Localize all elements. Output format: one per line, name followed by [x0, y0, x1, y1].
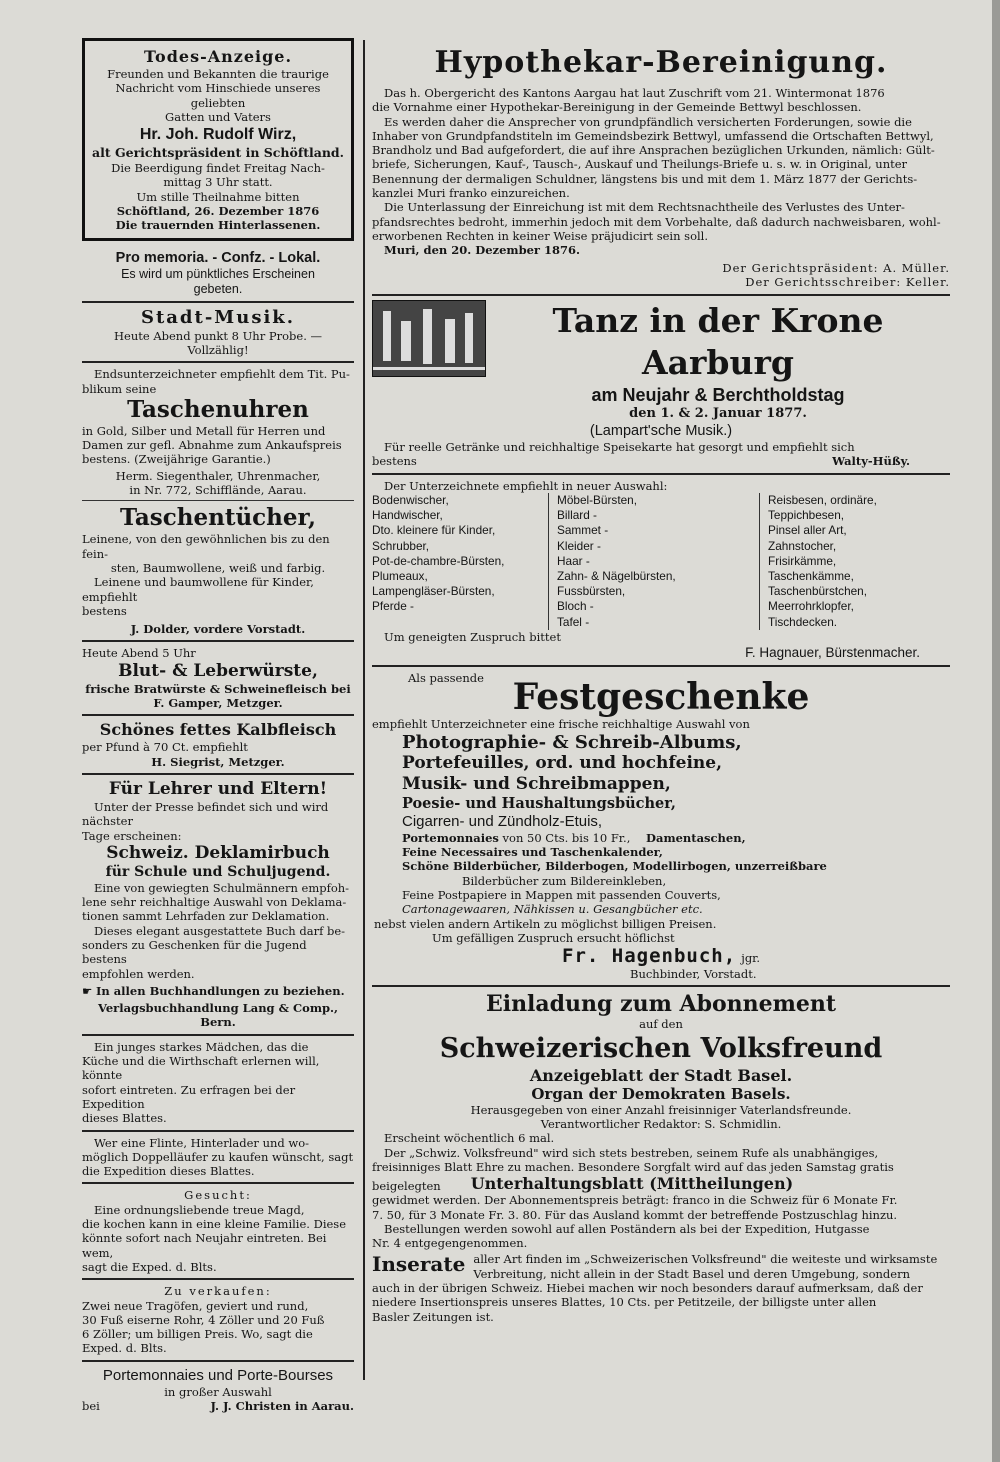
notice-line: pfandsrechtes bedroht, immerhin jedoch mit dem Vorbehalte, daß dadurch nachweisbaren, wohl-: [372, 214, 941, 229]
buersten-item: Pinsel aller Art,: [768, 523, 847, 538]
buersten-item: Schrubber,: [372, 538, 430, 553]
stadt-musik-line: Vollzählig!: [187, 342, 249, 357]
ad-line: Leinene, von den gewöhnlichen bis zu den fein-: [82, 532, 330, 561]
buersten-ad: [372, 479, 950, 661]
ad-line: sten, Baumwollene, weiß und farbig.: [110, 560, 326, 575]
abonnement-ad: [372, 991, 950, 1323]
buersten-item: Taschenbürstchen,: [768, 584, 868, 599]
pointing-hand-icon: ☛: [82, 983, 93, 998]
unterhaltungsblatt-title: Unterhaltungsblatt (Mittheilungen): [470, 1174, 794, 1194]
taschenuhren-ad: [82, 367, 354, 497]
buersten-item: Taschenkämme,: [768, 569, 854, 584]
death-notice-place: Schöftland, 26. Dezember 1876: [116, 204, 320, 219]
buersten-item: Plumeaux,: [372, 569, 428, 584]
wurst-title: Blut- & Leberwürste,: [118, 660, 318, 681]
hypothekar-notice: [372, 40, 950, 289]
publisher: Bern.: [200, 1015, 236, 1030]
lehrer-title: Für Lehrer und Eltern!: [108, 778, 328, 799]
gift-item: Feine Necessaires und Taschenkalender,: [402, 845, 663, 860]
ad-line: 6 Zöller; um billigen Preis. Wo, sagt die: [82, 1327, 313, 1342]
buersten-item: Möbel-Bürsten,: [557, 493, 637, 508]
maedchen-ad: [82, 1040, 354, 1126]
ad-line: Küche und die Wirthschaft erlernen will, könnte: [82, 1054, 320, 1083]
ad-signature: Buchbinder, Vorstadt.: [630, 967, 757, 982]
ad-line: Der „Schwiz. Volksfreund" wird sich stets bestreben, seinem Rufe als unabhängiges,: [384, 1145, 879, 1160]
tanz-title: Tanz in der Krone Aarburg: [552, 301, 884, 383]
inserate-title: Inserate: [372, 1252, 466, 1277]
pro-memoria-title: Pro memoria. - Confz. - Lokal.: [115, 249, 321, 266]
pro-memoria: [82, 250, 354, 297]
ad-signature: J. Dolder, vordere Vorstadt.: [130, 622, 306, 637]
ad-signature: F. Gamper, Metzger.: [153, 696, 283, 711]
ad-line: Herausgegeben von einer Anzahl freisinniger Vaterlandsfreunde.: [470, 1102, 852, 1117]
buersten-column: [548, 493, 759, 630]
taschentuecher-title: Taschentücher,: [119, 504, 316, 532]
ad-line: Verantwortlicher Redaktor: S. Schmidlin.: [540, 1117, 782, 1132]
gift-item: Cigarren- und Zündholz-Etuis,: [402, 812, 603, 830]
publisher: Verlagsbuchhandlung Lang & Comp.,: [97, 1001, 339, 1016]
ad-signature: jgr.: [741, 951, 761, 966]
notice-line: Die Unterlassung der Einreichung ist mit dem Rechtsnachtheile des Verlustes des Unter-: [384, 200, 905, 215]
notice-line: Das h. Obergericht des Kantons Aargau hat laut Zuschrift vom 21. Wintermonat 1876: [384, 86, 885, 100]
ad-line: Tage erscheinen:: [82, 828, 182, 843]
wurst-ad: [82, 646, 354, 710]
death-notice-title: Todes-Anzeige.: [143, 47, 293, 66]
gift-item: Photographie- & Schreib-Albums,: [402, 731, 742, 753]
ad-line: auf den: [639, 1017, 683, 1032]
gift-item: Feine Postpapiere in Mappen mit passenden Couverts,: [402, 887, 721, 902]
deceased-name: Hr. Joh. Rudolf Wirz,: [139, 126, 297, 144]
ad-line: bei: [82, 1399, 100, 1413]
tanz-music: (Lampart'sche Musik.): [589, 423, 733, 440]
tanz-line: Für reelle Getränke und reichhaltige Speisekarte hat gesorgt und empfiehlt sich: [384, 440, 855, 455]
notice-line: Es werden daher die Ansprecher von grundpfändlich versicherten Forderungen, sowie die: [384, 114, 912, 129]
newspaper-name: Schweizerischen Volksfreund: [439, 1032, 883, 1064]
divider: [82, 640, 354, 642]
ad-signature: in Nr. 772, Schifflände, Aarau.: [129, 483, 307, 498]
buersten-item: Pot-de-chambre-Bürsten,: [372, 553, 505, 568]
gift-item: von 50 Cts. bis 10 Fr.,: [502, 830, 631, 845]
divider: [372, 473, 950, 475]
ad-line: tionen sammt Lehrfaden zur Deklamation.: [82, 909, 330, 924]
ad-signature: F. Hagnauer, Bürstenmacher.: [745, 645, 920, 661]
ad-line: auch in der übrigen Schweiz. Hiebei machen wir noch besonders darauf aufmerksam, daß der: [372, 1281, 923, 1295]
buersten-item: Kleider -: [557, 538, 601, 553]
divider: [82, 1278, 354, 1280]
ad-line: Erscheint wöchentlich 6 mal.: [384, 1131, 555, 1146]
ad-signature: Fr. Hagenbuch,: [562, 945, 737, 968]
ad-line: freisinniges Blatt Ehre zu machen. Besondere Sorgfalt wird auf das jeden Samstag gratis: [372, 1159, 894, 1174]
buersten-item: Lampengläser-Bürsten,: [372, 584, 495, 599]
ad-line: in großer Auswahl: [164, 1384, 272, 1399]
divider: [82, 1130, 354, 1132]
gift-item: Cartonagewaaren, Nähkissen u. Gesangbücher etc.: [402, 902, 703, 917]
buersten-item: Tafel -: [557, 614, 590, 629]
buersten-item: Zahnstocher,: [768, 538, 837, 553]
death-notice-signature: Die trauernden Hinterlassenen.: [115, 218, 321, 233]
divider: [82, 361, 354, 363]
divider: [82, 714, 354, 716]
ad-line: Endsunterzeichneter empfiehlt dem Tit. Pu-: [94, 367, 350, 382]
buersten-item: Tischdecken.: [768, 614, 838, 629]
ad-line: gewidmet werden. Der Abonnementspreis beträgt: franco in die Schweiz für 6 Monate Fr.: [372, 1193, 898, 1208]
newspaper-subtitle: Anzeigeblatt der Stadt Basel.: [529, 1065, 793, 1085]
tanz-ad: [372, 300, 950, 469]
ad-line: bestens. (Zweijährige Garantie.): [82, 452, 271, 467]
gift-item: Poesie- und Haushaltungsbücher,: [402, 794, 676, 812]
taschentuecher-ad: [82, 504, 354, 636]
ad-line: frische Bratwürste & Schweinefleisch bei: [85, 681, 351, 696]
book-title: Schweiz. Deklamirbuch: [106, 842, 330, 863]
ad-line: Heute Abend 5 Uhr: [82, 646, 196, 661]
buersten-column: [759, 493, 948, 630]
divider: [82, 1360, 354, 1362]
ad-line: die kochen kann in eine kleine Familie. Diese: [82, 1217, 347, 1232]
notice-signature: Der Gerichtsschreiber: Keller.: [745, 274, 950, 289]
buersten-item: Fussbürsten,: [557, 584, 626, 599]
ad-line: Bestellungen werden sowohl auf allen Poständern als bei der Expedition, Hutgasse: [384, 1221, 870, 1236]
death-notice-line: Um stille Theilnahme bitten: [136, 189, 300, 204]
ad-line: Zwei neue Tragöfen, geviert und rund,: [82, 1298, 309, 1313]
tanz-line: bestens: [372, 454, 417, 469]
book-subtitle: für Schule und Schuljugend.: [105, 863, 331, 880]
ad-line: aller Art finden im „Schweizerischen Volksfreund" die weiteste und wirksamste: [473, 1252, 938, 1267]
ad-line: Ein junges starkes Mädchen, das die: [94, 1039, 309, 1054]
notice-line: die Vornahme einer Hypothekar-Bereinigung in der Gemeinde Bettwyl beschlossen.: [372, 100, 862, 115]
dance-woodcut-image: [372, 300, 486, 377]
portemonnaies-title: Portemonnaies und Porte-Bourses: [102, 1366, 334, 1384]
death-notice: [82, 38, 354, 241]
newspaper-subtitle: Organ der Demokraten Basels.: [531, 1084, 791, 1103]
notice-line: Benennung der dermaligen Schuldner, längstens bis und mit dem 1. März 1877 der Gerichts-: [372, 171, 918, 186]
ad-line: sagt die Exped. d. Blts.: [82, 1259, 217, 1274]
buersten-item: Handwischer,: [372, 508, 443, 523]
ad-line: Um gefälligen Zuspruch ersucht höflichst: [432, 930, 675, 945]
kalbfleisch-ad: [82, 720, 354, 769]
death-notice-line: Freunden und Bekannten die traurige: [107, 67, 329, 81]
gift-item: Schöne Bilderbücher, Bilderbogen, Modellirbogen, unzerreißbare: [402, 859, 827, 874]
pro-memoria-line: gebeten.: [193, 281, 243, 296]
ad-line: empfohlen werden.: [82, 966, 195, 981]
buersten-item: Meerrohrklopfer,: [768, 599, 854, 614]
buersten-item: Sammet -: [557, 523, 609, 538]
pro-memoria-line: Es wird um pünktliches Erscheinen: [121, 266, 315, 281]
tanz-signature: Walty-Hüßy.: [832, 454, 910, 469]
notice-line: kanzlei Muri franko einzureichen.: [372, 186, 570, 201]
death-notice-line: mittag 3 Uhr statt.: [163, 175, 273, 190]
page-edge-shadow: [992, 0, 1000, 1462]
death-notice-line: Gatten und Vaters: [165, 109, 271, 124]
divider: [82, 773, 354, 775]
notice-line: Brandholz und Bad aufgefordert, die auf ihre Ansprachen bezüglichen Urkunden, nämlich: Gült-: [372, 143, 935, 158]
ad-line: Exped. d. Blts.: [82, 1341, 167, 1356]
verkaufen-title: Zu verkaufen:: [164, 1284, 272, 1299]
ad-line: Leinene und baumwollene für Kinder, empfiehlt: [82, 575, 314, 604]
hypothekar-title: Hypothekar-Bereinigung.: [434, 45, 888, 80]
ad-line: sofort eintreten. Zu erfragen bei der Expedition: [82, 1082, 296, 1111]
buersten-item: Bodenwischer,: [372, 493, 449, 508]
ad-line: möglich Doppelläufer zu kaufen wünscht, sagt: [82, 1149, 354, 1164]
ad-line: beigelegten: [372, 1178, 441, 1193]
divider: [372, 294, 950, 296]
ad-line: Damen zur gefl. Abnahme zum Ankaufspreis: [82, 438, 342, 453]
deklamirbuch-ad: [82, 779, 354, 1030]
ad-signature: Herm. Siegenthaler, Uhrenmacher,: [115, 468, 321, 483]
ad-line: blikum seine: [82, 381, 157, 396]
gift-item: Musik- und Schreibmappen,: [402, 773, 671, 794]
ad-line: Eine von gewiegten Schulmännern empfoh-: [94, 880, 350, 895]
divider: [372, 665, 950, 667]
ad-line: sonders zu Geschenken für die Jugend bestens: [82, 937, 307, 967]
gift-item: Damentaschen,: [646, 830, 746, 845]
ad-line: Um geneigten Zuspruch bittet: [384, 629, 561, 644]
ad-line: Basler Zeitungen ist.: [372, 1309, 494, 1324]
ad-line: niedere Insertionspreis unseres Blattes, 10 Cts. per Petitzeile, der billigste unter allen: [372, 1295, 877, 1310]
buersten-item: Reisbesen, ordinäre,: [768, 493, 877, 508]
tanz-line: am Neujahr & Berchtholdstag: [591, 385, 845, 406]
flinte-ad: [82, 1136, 354, 1179]
gift-item: Portefeuilles, ord. und hochfeine,: [402, 752, 723, 773]
buersten-item: Bloch -: [557, 599, 594, 614]
buersten-column: [372, 493, 548, 630]
buersten-item: Frisirkämme,: [768, 553, 837, 568]
portemonnaies-ad: [82, 1366, 354, 1414]
buersten-item: Haar -: [557, 553, 590, 568]
notice-line: Inhaber von Grundpfandstiteln im Gemeindsbezirk Bettwyl, umfassend die Ortschaften Bettwyl,: [372, 128, 934, 143]
kalbfleisch-title: Schönes fettes Kalbfleisch: [99, 720, 337, 740]
buersten-item: Pferde -: [372, 599, 414, 614]
ad-line: 7. 50, für 3 Monate Fr. 3. 80. Für das Ausland kommt der betreffende Postzuschlag hinzu.: [372, 1207, 898, 1222]
ad-line: Eine ordnungsliebende treue Magd,: [94, 1202, 305, 1217]
festgeschenke-ad: [372, 671, 950, 981]
divider: [82, 1034, 354, 1036]
buersten-item: Dto. kleinere für Kinder,: [372, 523, 496, 538]
verkaufen-ad: [82, 1284, 354, 1355]
divider: [82, 500, 354, 501]
ad-line: nebst vielen andern Artikeln zu möglichst billigen Preisen.: [374, 916, 717, 931]
ad-line: Verbreitung, nicht allein in der Stadt Basel und deren Umgebung, sondern: [473, 1266, 910, 1281]
ad-line: 30 Fuß eiserne Rohr, 4 Zöller und 20 Fuß: [82, 1312, 325, 1327]
divider: [372, 985, 950, 987]
divider: [82, 1182, 354, 1184]
ad-signature: J. J. Christen in Aarau.: [210, 1399, 354, 1413]
divider: [82, 301, 354, 303]
notice-line: erworbenen Rechten in keiner Weise präjudicirt sein soll.: [372, 228, 708, 243]
right-column: [372, 40, 950, 1324]
stadt-musik-line: Heute Abend punkt 8 Uhr Probe. —: [114, 328, 322, 343]
ad-line: in Gold, Silber und Metall für Herren und: [82, 423, 326, 438]
notice-place: Muri, den 20. Dezember 1876.: [384, 243, 580, 258]
notice-line: briefe, Sicherungen, Kauf-, Tausch-, Auskauf und Theilungs-Briefe u. s. w. in Original, unter: [372, 157, 908, 172]
buersten-item: Zahn- & Nägelbürsten,: [557, 569, 676, 584]
ad-line: lene sehr reichhaltige Auswahl von Deklama-: [82, 895, 347, 910]
taschenuhren-title: Taschenuhren: [127, 395, 309, 423]
ad-line: dieses Blattes.: [82, 1111, 167, 1126]
gift-item: Bilderbücher zum Bildereinkleben,: [462, 873, 667, 888]
deceased-role: alt Gerichtspräsident in Schöftland.: [92, 145, 344, 161]
ad-line: könnte sofort nach Neujahr eintreten. Bei wem,: [82, 1231, 327, 1260]
ad-line: Nr. 4 entgegengenommen.: [372, 1236, 528, 1251]
column-divider: [363, 40, 365, 1380]
ad-line: per Pfund à 70 Ct. empfiehlt: [82, 740, 248, 755]
festgeschenke-title: Festgeschenke: [512, 676, 810, 719]
buersten-item: Teppichbesen,: [768, 508, 845, 523]
ad-line: Dieses elegant ausgestattete Buch darf be-: [94, 923, 346, 938]
gesucht-ad: [82, 1188, 354, 1274]
ad-line: Als passende: [408, 671, 484, 686]
buersten-item: Billard -: [557, 508, 597, 523]
ad-line: bestens: [82, 603, 127, 618]
ad-line: Unter der Presse befindet sich und wird nächster: [82, 799, 329, 829]
left-column: [82, 38, 354, 1413]
abonnement-title: Einladung zum Abonnement: [485, 991, 837, 1018]
notice-signature: Der Gerichtspräsident: A. Müller.: [722, 260, 950, 275]
ad-line: empfiehlt Unterzeichneter eine frische reichhaltige Auswahl von: [372, 717, 750, 732]
gesucht-title: Gesucht:: [184, 1188, 252, 1203]
gift-item: Portemonnaies: [402, 830, 499, 845]
ad-line: die Expedition dieses Blattes.: [82, 1164, 255, 1179]
stadt-musik-title: Stadt-Musik.: [140, 306, 296, 328]
ad-line: In allen Buchhandlungen zu beziehen.: [95, 983, 345, 998]
tanz-date: den 1. & 2. Januar 1877.: [629, 406, 807, 422]
buersten-intro: Der Unterzeichnete empfiehlt in neuer Auswahl:: [384, 478, 668, 493]
death-notice-line: Nachricht vom Hinschiede unseres geliebten: [115, 81, 321, 110]
buersten-list: [372, 493, 950, 630]
stadt-musik: [82, 307, 354, 358]
death-notice-line: Die Beerdigung findet Freitag Nach-: [111, 161, 325, 176]
ad-line: Wer eine Flinte, Hinterlader und wo-: [94, 1135, 310, 1150]
ad-signature: H. Siegrist, Metzger.: [151, 754, 285, 769]
